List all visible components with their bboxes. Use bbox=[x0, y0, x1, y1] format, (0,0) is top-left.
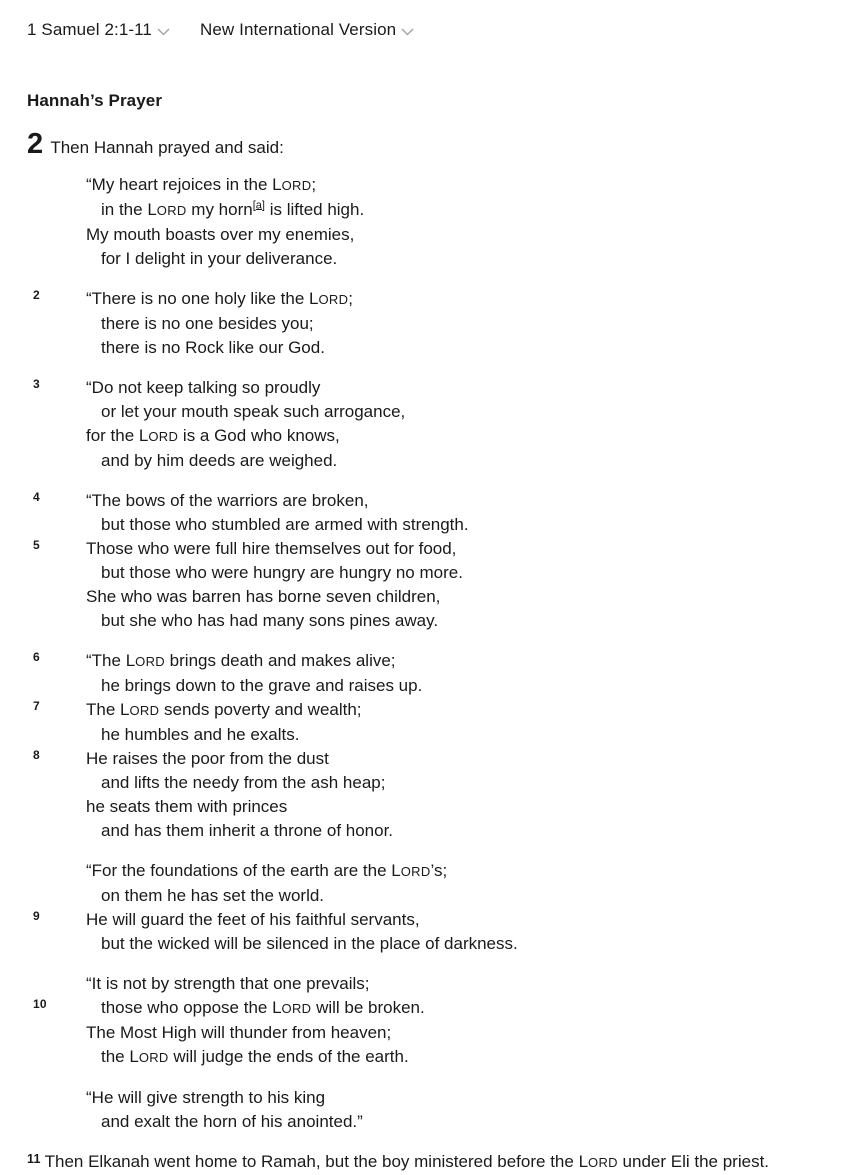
lord-smallcaps: LORD bbox=[120, 700, 160, 719]
poem-line: and lifts the needy from the ash heap; bbox=[101, 773, 386, 792]
poem-line: 5 Those who were full hire themselves out for food, bbox=[86, 537, 815, 561]
stanza bbox=[33, 287, 815, 360]
poem-line: She who was barren has borne seven children, bbox=[86, 587, 441, 606]
lord-smallcaps: LORD bbox=[578, 1152, 618, 1171]
stanza bbox=[33, 972, 815, 1070]
lord-smallcaps: LORD bbox=[272, 998, 312, 1017]
poem-line: “My heart rejoices in the LORD; bbox=[86, 175, 317, 194]
stanza bbox=[33, 649, 815, 843]
poem-line: 10 those who oppose the LORD will be broken. bbox=[86, 996, 815, 1021]
verse-number: 5 bbox=[33, 538, 40, 552]
poem-line: or let your mouth speak such arrogance, bbox=[101, 402, 406, 421]
poem-line: “It is not by strength that one prevails; bbox=[86, 974, 370, 993]
verse-number: 6 bbox=[33, 650, 40, 664]
chevron-down-icon bbox=[401, 28, 414, 36]
poetry-block bbox=[33, 173, 815, 1134]
poem-line: My mouth boasts over my enemies, bbox=[86, 225, 355, 244]
poem-line: and by him deeds are weighed. bbox=[101, 451, 338, 470]
stanza bbox=[33, 376, 815, 473]
poem-line: “He will give strength to his king bbox=[86, 1088, 326, 1107]
poem-line: he humbles and he exalts. bbox=[101, 725, 300, 744]
lord-smallcaps: LORD bbox=[309, 289, 349, 308]
poem-line: for I delight in your deliverance. bbox=[101, 249, 338, 268]
verse-number: 7 bbox=[33, 699, 40, 713]
poem-line: he seats them with princes bbox=[86, 797, 288, 816]
passage-header bbox=[0, 0, 842, 40]
poem-line: but those who stumbled are armed with strength. bbox=[101, 515, 469, 534]
chapter-intro-text: Then Hannah prayed and said: bbox=[50, 138, 284, 157]
poem-line: but the wicked will be silenced in the place of darkness. bbox=[101, 934, 518, 953]
lord-smallcaps: LORD bbox=[272, 175, 312, 194]
verse-number: 4 bbox=[33, 490, 40, 504]
verse-number: 2 bbox=[33, 288, 40, 302]
version-name: New International Version bbox=[199, 20, 397, 39]
stanza bbox=[86, 1086, 815, 1134]
verse-number: 10 bbox=[33, 997, 47, 1011]
lord-smallcaps: LORD bbox=[147, 200, 187, 219]
chapter-intro-line bbox=[27, 129, 815, 159]
lord-smallcaps: LORD bbox=[129, 1047, 169, 1066]
poem-line: on them he has set the world. bbox=[101, 886, 325, 905]
lord-smallcaps: LORD bbox=[138, 426, 179, 445]
verse-number: 8 bbox=[33, 748, 40, 762]
poem-line: but she who has had many sons pines away. bbox=[101, 611, 439, 630]
passage-reference: 1 Samuel 2:1-11 bbox=[27, 20, 152, 39]
poem-line: 4 “The bows of the warriors are broken, bbox=[86, 489, 815, 513]
poem-line: and has them inherit a throne of honor. bbox=[101, 821, 394, 840]
poem-line: The Most High will thunder from heaven; bbox=[86, 1023, 392, 1042]
prose-verse: $^{11}$ Then Elkanah went home to Ramah, but the boy ministered before the LORD under Eli the priest. bbox=[27, 1152, 770, 1171]
verse-number: 9 bbox=[33, 909, 40, 923]
poem-line: there is no Rock like our God. bbox=[101, 338, 325, 357]
verse-number: 11 bbox=[27, 1152, 41, 1166]
poem-line: 9 He will guard the feet of his faithful servants, bbox=[86, 908, 815, 932]
stanza bbox=[86, 173, 815, 271]
chapter-number: 2 bbox=[27, 128, 44, 160]
poem-line: 6 “The LORD brings death and makes alive; bbox=[86, 649, 815, 674]
poem-line: he brings down to the grave and raises up. bbox=[101, 676, 423, 695]
poem-line: the LORD will judge the ends of the earth. bbox=[101, 1047, 409, 1066]
poem-line: and exalt the horn of his anointed.” bbox=[101, 1112, 363, 1131]
lord-smallcaps: LORD bbox=[391, 861, 431, 880]
poem-line: 7 The LORD sends poverty and wealth; bbox=[86, 698, 815, 723]
poem-line: 8 He raises the poor from the dust bbox=[86, 747, 815, 771]
poem-line: 2 “There is no one holy like the LORD; bbox=[86, 287, 815, 312]
poem-line: for the LORD is a God who knows, bbox=[86, 426, 340, 445]
passage-selector[interactable] bbox=[27, 20, 170, 40]
poem-line: in the LORD my horn[a] is lifted high. bbox=[101, 199, 365, 219]
section-heading: Hannah’s Prayer bbox=[27, 91, 163, 110]
poem-line: there is no one besides you; bbox=[101, 314, 314, 333]
poem-line: 3 “Do not keep talking so proudly bbox=[86, 376, 815, 400]
footnote-link[interactable]: [a] bbox=[252, 199, 265, 212]
poem-line: “For the foundations of the earth are the LORD’s; bbox=[86, 861, 448, 880]
version-selector[interactable] bbox=[200, 20, 414, 40]
lord-smallcaps: LORD bbox=[125, 651, 165, 670]
stanza bbox=[33, 489, 815, 633]
verse-number: 3 bbox=[33, 377, 40, 391]
chevron-down-icon bbox=[157, 28, 170, 36]
stanza bbox=[33, 859, 815, 956]
poem-line: but those who were hungry are hungry no more. bbox=[101, 563, 463, 582]
